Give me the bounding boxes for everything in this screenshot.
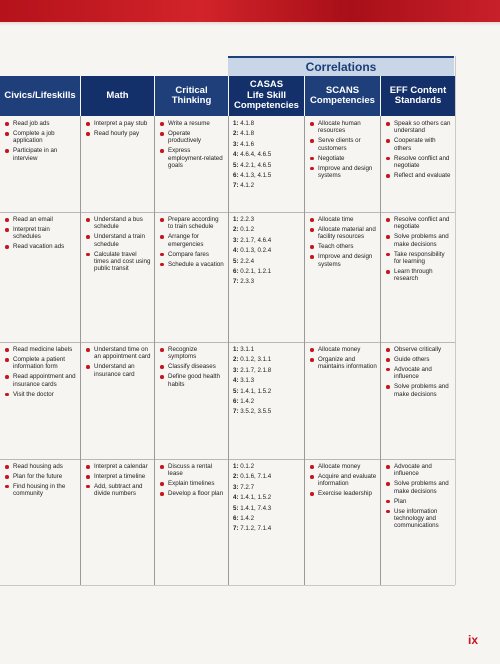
casas-lesson-number: 2:: [233, 356, 239, 364]
casas-codes: 2.3.3: [240, 278, 255, 286]
casas-entry: [233, 505, 301, 512]
casas-lesson-number: 1:: [233, 216, 239, 223]
casas-lesson-number: 7:: [233, 408, 239, 416]
critical-list: [159, 216, 225, 268]
casas-codes: 4.1.6: [240, 140, 255, 148]
list-item: Reflect and evaluate: [385, 172, 452, 179]
list-item: Interpret a calendar: [85, 463, 151, 470]
cell-civics: [0, 459, 80, 585]
casas-codes: 3.5.2, 3.5.5: [240, 408, 272, 416]
list-item: Solve problems and make decisions: [385, 233, 452, 248]
casas-codes: 4.1.8: [240, 130, 255, 138]
list-item: Visit the doctor: [4, 391, 77, 398]
cell-civics: [0, 212, 80, 342]
casas-entry: [233, 151, 301, 158]
casas-lesson-number: 2:: [233, 473, 239, 481]
cell-math: [81, 342, 154, 459]
casas-codes: 2.1.7, 4.6.4: [240, 236, 272, 244]
casas-codes: 4.1.3, 4.1.5: [240, 172, 272, 180]
list-item: Improve and design systems: [309, 165, 377, 180]
table-row: [0, 342, 455, 460]
top-band-fade: [0, 22, 500, 26]
header-eff-line1: EFF Content: [389, 84, 447, 96]
cell-casas: [229, 459, 304, 585]
casas-lesson-number: 2:: [233, 130, 239, 138]
cell-civics: [0, 342, 80, 459]
list-item: Resolve conflict and negotiate: [385, 155, 452, 170]
list-item: Express employment-related goals: [159, 147, 225, 169]
casas-codes: 7.1.2, 7.1.4: [240, 525, 272, 533]
casas-entry: [233, 278, 301, 285]
casas-entry: [233, 120, 301, 127]
list-item: Read medicine labels: [4, 346, 77, 353]
list-item: Schedule a vacation: [159, 261, 225, 268]
column-divider: [304, 116, 305, 212]
header-math: [81, 76, 154, 116]
casas-lesson-number: 3:: [233, 483, 239, 491]
casas-codes: 3.1.3: [240, 377, 255, 385]
table-row: [0, 459, 455, 586]
list-item: Cooperate with others: [385, 137, 452, 152]
list-item: Plan for the future: [4, 473, 77, 480]
casas-lesson-number: 5:: [233, 161, 239, 169]
cell-casas: [229, 116, 304, 212]
column-divider: [80, 116, 81, 212]
header-civics-label: Civics/Lifeskills: [4, 89, 76, 101]
casas-entry: [233, 525, 301, 532]
cell-scans: [305, 116, 380, 212]
casas-lesson-number: 4:: [233, 151, 239, 159]
list-item: Speak so others can understand: [385, 120, 452, 135]
column-divider: [304, 342, 305, 459]
casas-entry: [233, 226, 301, 233]
cell-civics: [0, 116, 80, 212]
list-item: Negotiate: [309, 155, 377, 162]
scans-list: [309, 463, 377, 498]
list-item: Add, subtract and divide numbers: [85, 483, 151, 498]
list-item: Observe critically: [385, 346, 452, 353]
casas-entry: [233, 247, 301, 254]
cell-casas: [229, 212, 304, 342]
casas-codes: 0.1.3, 0.2.4: [240, 247, 272, 255]
list-item: Participate in an interview: [4, 147, 77, 162]
casas-entry: [233, 463, 301, 470]
column-divider: [80, 459, 81, 585]
casas-entry: [233, 377, 301, 384]
casas-codes: 1.4.2: [240, 515, 255, 523]
casas-codes: 7.2.7: [240, 483, 255, 491]
correlations-title: Correlations: [228, 56, 454, 76]
list-item: Allocate money: [309, 463, 377, 470]
list-item: Write a resume: [159, 120, 225, 127]
casas-lesson-number: 3:: [233, 140, 239, 148]
cell-critical: [155, 212, 228, 342]
casas-lesson-number: 6:: [233, 515, 239, 523]
header-scans-line1: SCANS: [325, 84, 360, 96]
casas-lesson-number: 5:: [233, 387, 239, 395]
list-item: Recognize symptoms: [159, 346, 225, 361]
column-divider: [304, 459, 305, 585]
page-number: ix: [468, 633, 479, 647]
eff-list: [385, 463, 452, 530]
scans-list: [309, 346, 377, 371]
casas-codes: 0.1.2: [240, 463, 255, 470]
list-item: Understand a train schedule: [85, 233, 151, 248]
casas-entry: [233, 388, 301, 395]
casas-codes: 2.2.3: [240, 216, 255, 223]
table-right-rule: [455, 56, 456, 585]
casas-lesson-number: 3:: [233, 236, 239, 244]
header-casas: [229, 76, 304, 116]
list-item: Organize and maintains information: [309, 356, 377, 371]
list-item: Interpret a pay stub: [85, 120, 151, 127]
list-item: Serve clients or customers: [309, 137, 377, 152]
casas-codes: 0.1.2: [240, 226, 255, 234]
list-item: Guide others: [385, 356, 452, 363]
casas-lesson-number: 1:: [233, 463, 239, 470]
table-row: [0, 116, 455, 213]
list-item: Arrange for emergencies: [159, 233, 225, 248]
casas-entry: [233, 237, 301, 244]
list-item: Plan: [385, 498, 452, 505]
casas-lesson-number: 7:: [233, 278, 239, 286]
list-item: Allocate money: [309, 346, 377, 353]
casas-entry: [233, 268, 301, 275]
list-item: Understand a bus schedule: [85, 216, 151, 231]
column-divider: [380, 342, 381, 459]
list-item: Solve problems and make decisions: [385, 383, 452, 398]
list-item: Solve problems and make decisions: [385, 480, 452, 495]
list-item: Find housing in the community: [4, 483, 77, 498]
casas-codes: 2.2.4: [240, 257, 255, 265]
column-divider: [380, 116, 381, 212]
list-item: Complete a patient information form: [4, 356, 77, 371]
casas-entry: [233, 216, 301, 223]
top-color-band: [0, 0, 500, 22]
casas-entry: [233, 484, 301, 491]
list-item: Read hourly pay: [85, 130, 151, 137]
casas-lesson-number: 1:: [233, 346, 239, 353]
casas-lesson-number: 3:: [233, 366, 239, 374]
header-eff: [381, 76, 455, 116]
list-item: Advocate and influence: [385, 366, 452, 381]
list-item: Compare fares: [159, 251, 225, 258]
header-math-label: Math: [106, 89, 129, 101]
column-divider: [380, 212, 381, 342]
list-item: Allocate time: [309, 216, 377, 223]
list-item: Operate productively: [159, 130, 225, 145]
civics-list: [4, 120, 77, 162]
casas-codes: 4.2.1, 4.6.5: [240, 161, 272, 169]
cell-eff: [381, 212, 455, 342]
cell-critical: [155, 459, 228, 585]
list-item: Read an email: [4, 216, 77, 223]
list-item: Read housing ads: [4, 463, 77, 470]
column-divider: [228, 459, 229, 585]
casas-codes: 0.2.1, 1.2.1: [240, 268, 272, 276]
column-divider: [380, 459, 381, 585]
casas-codes: 0.1.6, 7.1.4: [240, 473, 272, 481]
header-critical-line2: Thinking: [171, 95, 212, 106]
list-item: Develop a floor plan: [159, 490, 225, 497]
casas-codes: 4.1.2: [240, 182, 255, 190]
list-item: Understand an insurance card: [85, 363, 151, 378]
casas-lesson-number: 4:: [233, 377, 239, 385]
math-list: [85, 346, 151, 378]
list-item: Use information technology and communications: [385, 508, 452, 530]
cell-casas: [229, 342, 304, 459]
casas-lesson-number: 4:: [233, 247, 239, 255]
list-item: Improve and design systems: [309, 253, 377, 268]
casas-codes: 3.1.1: [240, 346, 255, 353]
eff-list: [385, 216, 452, 283]
civics-list: [4, 216, 77, 251]
critical-list: [159, 120, 225, 169]
casas-entry: [233, 494, 301, 501]
list-item: Interpret a timeline: [85, 473, 151, 480]
cell-eff: [381, 459, 455, 585]
casas-lesson-number: 4:: [233, 494, 239, 502]
cell-scans: [305, 459, 380, 585]
list-item: Calculate travel times and cost using public transit: [85, 251, 151, 273]
cell-eff: [381, 342, 455, 459]
table-header-row: [0, 76, 455, 116]
header-scans-line2: Competencies: [310, 95, 375, 106]
cell-eff: [381, 116, 455, 212]
cell-math: [81, 116, 154, 212]
column-divider: [304, 212, 305, 342]
list-item: Read appointment and insurance cards: [4, 373, 77, 388]
list-item: Take responsibility for learning: [385, 251, 452, 266]
table-row: [0, 212, 455, 343]
table-bottom-rule: [0, 585, 455, 586]
scans-list: [309, 120, 377, 179]
header-casas-line2: Life Skill: [246, 89, 287, 101]
column-divider: [228, 116, 229, 212]
casas-entry: [233, 473, 301, 480]
math-list: [85, 120, 151, 137]
list-item: Classify diseases: [159, 363, 225, 370]
list-item: Acquire and evaluate information: [309, 473, 377, 488]
list-item: Explain timelines: [159, 480, 225, 487]
column-divider: [154, 212, 155, 342]
casas-entry: [233, 172, 301, 179]
column-divider: [228, 212, 229, 342]
header-casas-line1: CASAS: [249, 79, 284, 91]
list-item: Exercise leadership: [309, 490, 377, 497]
cell-math: [81, 212, 154, 342]
list-item: Learn through research: [385, 268, 452, 283]
casas-codes: 1.4.1, 7.4.3: [240, 504, 272, 512]
casas-entry: [233, 346, 301, 353]
header-critical-line1: Critical: [175, 84, 208, 96]
header-scans: [305, 76, 380, 116]
civics-list: [4, 346, 77, 398]
casas-lesson-number: 1:: [233, 120, 239, 127]
casas-entry: [233, 515, 301, 522]
header-critical-thinking: [155, 76, 228, 116]
column-divider: [154, 342, 155, 459]
casas-lesson-number: 7:: [233, 182, 239, 190]
casas-codes: 1.4.1, 1.5.2: [240, 494, 272, 502]
cell-scans: [305, 342, 380, 459]
critical-list: [159, 346, 225, 388]
cell-critical: [155, 342, 228, 459]
list-item: Advocate and influence: [385, 463, 452, 478]
casas-lesson-number: 7:: [233, 525, 239, 533]
casas-codes: 2.1.7, 2.1.8: [240, 366, 272, 374]
casas-lesson-number: 2:: [233, 226, 239, 234]
casas-entry: [233, 258, 301, 265]
scans-list: [309, 216, 377, 268]
list-item: Discuss a rental lease: [159, 463, 225, 478]
list-item: Read vacation ads: [4, 243, 77, 250]
list-item: Read job ads: [4, 120, 77, 127]
casas-lesson-number: 5:: [233, 257, 239, 265]
header-eff-line2: Standards: [394, 95, 442, 106]
eff-list: [385, 120, 452, 179]
column-divider: [80, 212, 81, 342]
list-item: Resolve conflict and negotiate: [385, 216, 452, 231]
eff-list: [385, 346, 452, 398]
casas-lesson-number: 5:: [233, 504, 239, 512]
list-item: Define good health habits: [159, 373, 225, 388]
cell-scans: [305, 212, 380, 342]
casas-codes: 1.4.2: [240, 398, 255, 406]
math-list: [85, 463, 151, 498]
list-item: Allocate material and facility resources: [309, 226, 377, 241]
list-item: Complete a job application: [4, 130, 77, 145]
casas-entry: [233, 367, 301, 374]
casas-entry: [233, 182, 301, 189]
casas-entry: [233, 356, 301, 363]
list-item: Understand time on an appointment card: [85, 346, 151, 361]
casas-entry: [233, 398, 301, 405]
casas-entry: [233, 162, 301, 169]
casas-codes: 0.1.2, 3.1.1: [240, 356, 272, 364]
column-divider: [228, 342, 229, 459]
casas-lesson-number: 6:: [233, 268, 239, 276]
casas-codes: 1.4.1, 1.5.2: [240, 387, 272, 395]
casas-lesson-number: 6:: [233, 398, 239, 406]
column-divider: [154, 459, 155, 585]
column-divider: [80, 342, 81, 459]
list-item: Teach others: [309, 243, 377, 250]
list-item: Allocate human resources: [309, 120, 377, 135]
cell-critical: [155, 116, 228, 212]
list-item: Interpret train schedules: [4, 226, 77, 241]
casas-codes: 4.1.8: [240, 120, 255, 127]
casas-lesson-number: 6:: [233, 172, 239, 180]
critical-list: [159, 463, 225, 498]
casas-entry: [233, 130, 301, 137]
casas-entry: [233, 141, 301, 148]
column-divider: [154, 116, 155, 212]
cell-math: [81, 459, 154, 585]
casas-entry: [233, 408, 301, 415]
math-list: [85, 216, 151, 273]
casas-codes: 4.6.4, 4.6.5: [240, 151, 272, 159]
list-item: Prepare according to train schedule: [159, 216, 225, 231]
header-civics-lifeskills: [0, 76, 80, 116]
header-casas-line3: Competencies: [234, 100, 299, 112]
civics-list: [4, 463, 77, 498]
